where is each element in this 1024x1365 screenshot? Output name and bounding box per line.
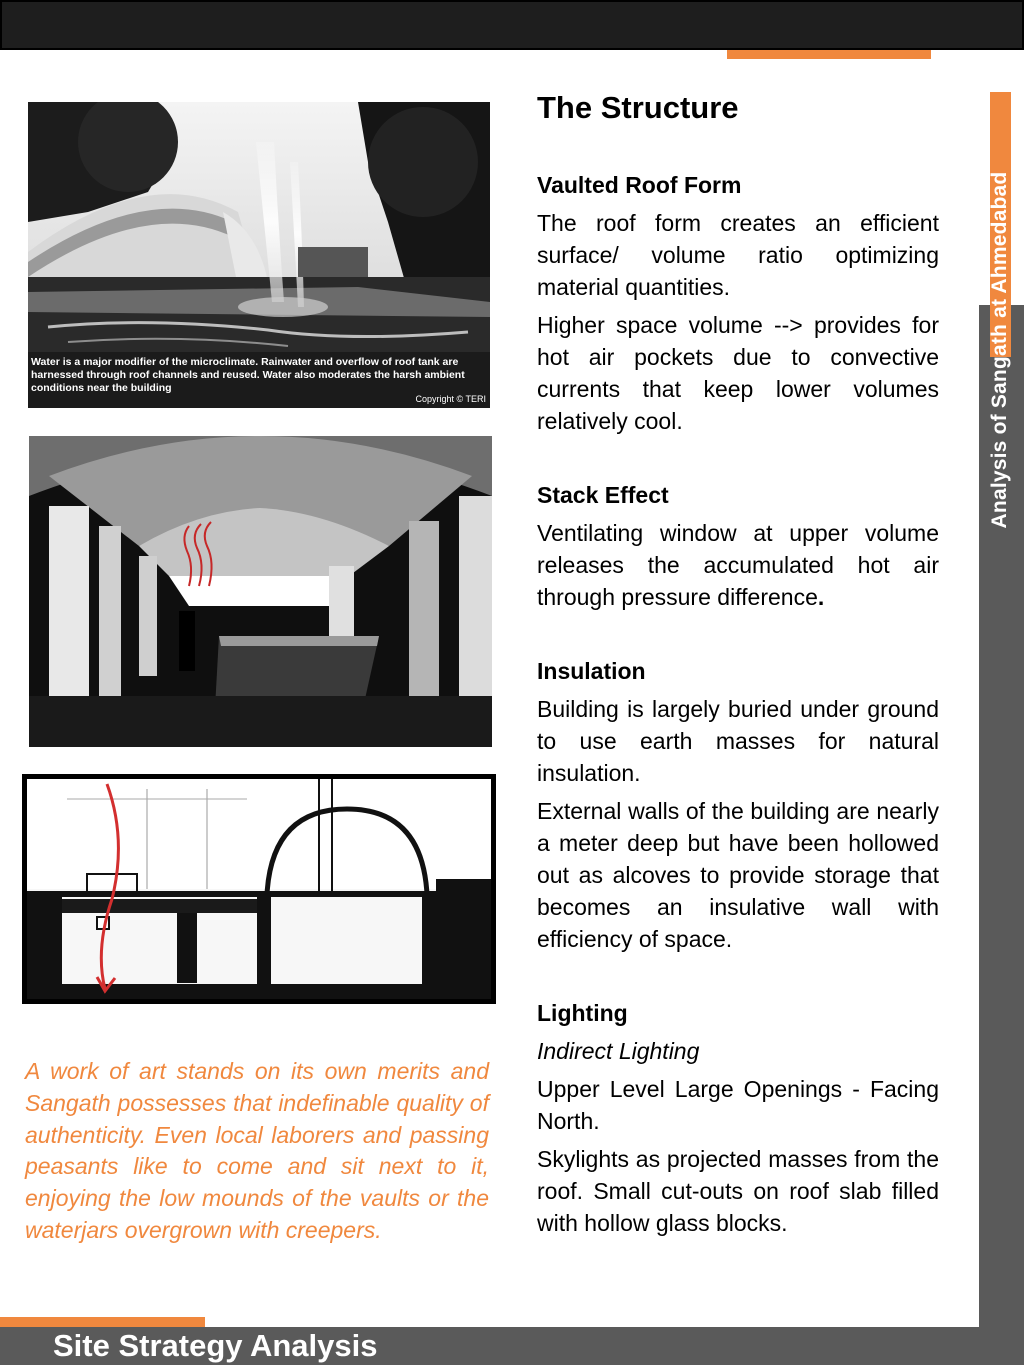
stack-effect-paragraph <box>537 517 939 613</box>
side-title-main: Analysis of Sangath <box>988 317 1011 529</box>
stack-effect-period: . <box>817 584 825 610</box>
section-heading-lighting: Lighting <box>537 1000 628 1026</box>
top-accent-strip <box>727 50 931 59</box>
vaulted-interior-photo <box>29 436 492 747</box>
lighting-paragraph-1: Upper Level Large Openings - Facing North. <box>537 1076 939 1134</box>
sangath-quote: A work of art stands on its own merits and Sangath possesses that indefinable quality of authenticity. Even local laborers and passing peasants like to come and sit next to it, enjoying the low mounds of the vaults or the waterjars overgrown with creepers. <box>25 1058 489 1243</box>
vaulted-roof-paragraph-1: The roof form creates an efficient surface/ volume ratio optimizing material quantities. <box>537 210 939 300</box>
section-heading-insulation: Insulation <box>537 658 646 684</box>
section-drawing <box>22 774 496 1004</box>
photo-caption: Water is a major modifier of the microclimate. Rainwater and overflow of roof tank are harnessed through roof channels and reused. Water also moderates the harsh ambient conditions near the building <box>31 356 465 394</box>
top-bar <box>0 0 1024 50</box>
content-column <box>537 88 939 1325</box>
photo-copyright: Copyright © TERI <box>415 394 486 404</box>
vaulted-interior-illustration <box>29 436 492 747</box>
stack-effect-text: Ventilating window at upper volume releases the accumulated hot air through pressure difference <box>537 520 939 610</box>
section-heading-vaulted-roof: Vaulted Roof Form <box>537 172 742 198</box>
lighting-subheading: Indirect Lighting <box>537 1038 700 1064</box>
lighting-paragraph-2: Skylights as projected masses from the roof. Small cut-outs on roof slab filled with hollow glass blocks. <box>537 1146 939 1236</box>
side-title-accent: at Ahmedabad <box>988 171 1011 318</box>
insulation-paragraph-1: Building is largely buried under ground to use earth masses for natural insulation. <box>537 696 939 786</box>
section-drawing-illustration <box>27 779 491 999</box>
water-channel-photo <box>28 102 490 408</box>
insulation-paragraph-2: External walls of the building are nearly a meter deep but have been hollowed out as alcoves to provide storage that becomes an insulative wall with efficiency of space. <box>537 798 939 952</box>
footer-title: Site Strategy Analysis <box>53 1328 378 1363</box>
section-heading-stack-effect: Stack Effect <box>537 482 669 508</box>
page-title: The Structure <box>537 90 739 125</box>
side-title <box>988 172 1012 529</box>
vaulted-roof-paragraph-2: Higher space volume --> provides for hot air pockets due to convective currents that keep lower volumes relatively cool. <box>537 312 939 434</box>
